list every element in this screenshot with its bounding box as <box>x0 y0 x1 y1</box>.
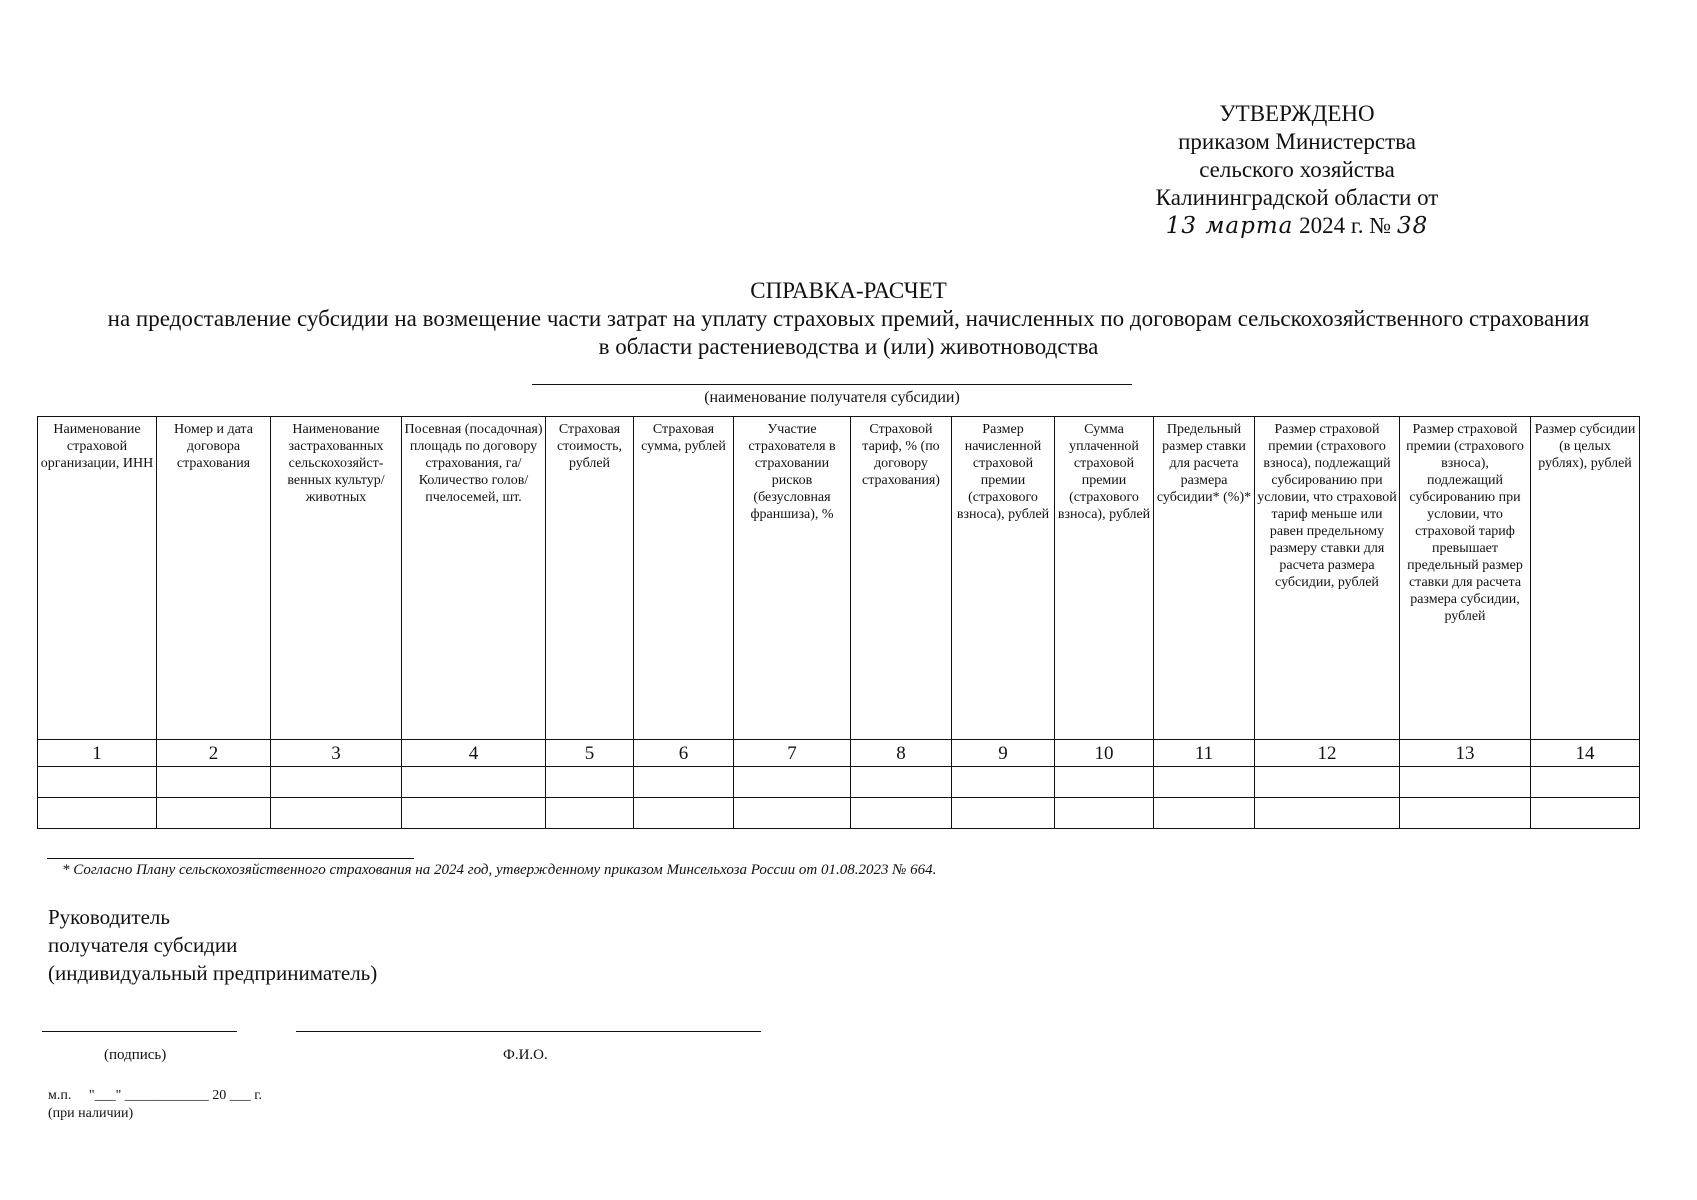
empty-cell <box>1154 798 1255 829</box>
empty-cell <box>734 767 851 798</box>
stamp-date-line: м.п. "___" ____________ 20 ___ г. <box>48 1088 262 1103</box>
column-number: 14 <box>1531 740 1640 767</box>
document-title <box>0 277 1697 361</box>
signatory-line-3: (индивидуальный предприниматель) <box>48 961 378 985</box>
empty-cell <box>546 798 634 829</box>
signatory-line-1: Руководитель <box>48 905 170 929</box>
column-number: 10 <box>1055 740 1154 767</box>
header-paid-premium: Сумма уплаченной страховой премии (страхового взноса), рублей <box>1055 417 1154 740</box>
empty-cell <box>952 798 1055 829</box>
recipient-caption: (наименование получателя субсидии) <box>704 389 960 406</box>
approval-year: 2024 г. № <box>1299 213 1392 238</box>
empty-cell <box>1055 798 1154 829</box>
header-contract: Номер и дата договора страхования <box>157 417 271 740</box>
empty-cell <box>851 767 952 798</box>
approval-date-line <box>1087 212 1507 240</box>
empty-cell <box>634 767 734 798</box>
column-number: 8 <box>851 740 952 767</box>
approval-line-1: приказом Министерства <box>1178 129 1416 154</box>
empty-cell <box>1055 767 1154 798</box>
empty-cell <box>38 767 157 798</box>
table-header-row <box>38 417 1640 740</box>
approval-line-2: сельского хозяйства <box>1199 157 1395 182</box>
empty-cell <box>1400 798 1531 829</box>
header-insurer: Наименование страховой организации, ИНН <box>38 417 157 740</box>
empty-cell <box>546 767 634 798</box>
column-number: 4 <box>402 740 546 767</box>
header-rate-limit: Предельный размер ставки для расчета размера субсидии* (%)* <box>1154 417 1255 740</box>
signature-line <box>42 1031 237 1032</box>
column-number: 7 <box>734 740 851 767</box>
table-row <box>38 798 1640 829</box>
column-number: 5 <box>546 740 634 767</box>
empty-cell <box>1531 798 1640 829</box>
table-row <box>38 767 1640 798</box>
handwritten-date: 13 марта <box>1165 213 1294 239</box>
empty-cell <box>271 767 402 798</box>
header-deductible: Участие страхователя в страховании рисков (безусловная франшиза), % <box>734 417 851 740</box>
signature-caption: (подпись) <box>104 1047 167 1063</box>
title-heading: СПРАВКА-РАСЧЕТ <box>750 278 947 303</box>
footnote-divider <box>47 858 414 859</box>
header-accrued-premium: Размер начисленной страховой премии (страхового взноса), рублей <box>952 417 1055 740</box>
column-number-row <box>38 740 1640 767</box>
name-caption: Ф.И.О. <box>503 1047 548 1063</box>
empty-cell <box>1531 767 1640 798</box>
empty-cell <box>38 798 157 829</box>
empty-cell <box>402 767 546 798</box>
column-number: 3 <box>271 740 402 767</box>
empty-cell <box>1255 798 1400 829</box>
column-number: 11 <box>1154 740 1255 767</box>
stamp-note: (при наличии) <box>48 1106 134 1121</box>
empty-cell <box>402 798 546 829</box>
approval-heading: УТВЕРЖДЕНО <box>1219 101 1375 126</box>
column-number: 9 <box>952 740 1055 767</box>
column-number: 2 <box>157 740 271 767</box>
title-line-2: в области растениеводства и (или) животноводства <box>598 334 1099 359</box>
handwritten-number: 38 <box>1396 213 1429 239</box>
empty-cell <box>157 767 271 798</box>
empty-cell <box>734 798 851 829</box>
recipient-name-line <box>532 384 1132 385</box>
empty-cell <box>1255 767 1400 798</box>
header-premium-below-limit: Размер страховой премии (страхового взноса), подлежащий субсированию при условии, что страховой тариф меньше или равен предельному размеру ставки для расчета размера субсидии, рублей <box>1255 417 1400 740</box>
signatory-block <box>48 903 377 987</box>
header-subsidy: Размер субсидии (в целых рублях), рублей <box>1531 417 1640 740</box>
header-crops: Наименование застрахованных сельскохозяйст-венных культур/ животных <box>271 417 402 740</box>
header-insured-value: Страховая стоимость, рублей <box>546 417 634 740</box>
header-premium-above-limit: Размер страховой премии (страхового взноса), подлежащий субсированию при условии, что страховой тариф превышает предельный размер ставки для расчета размера субсидии, рублей <box>1400 417 1531 740</box>
approval-line-3: Калининградской области от <box>1155 185 1439 210</box>
empty-cell <box>634 798 734 829</box>
empty-cell <box>157 798 271 829</box>
stamp-block <box>48 1087 262 1123</box>
approval-block <box>1087 100 1507 240</box>
column-number: 6 <box>634 740 734 767</box>
column-number: 12 <box>1255 740 1400 767</box>
empty-cell <box>952 767 1055 798</box>
header-area: Посевная (посадочная) площадь по договору страхования, га/ Количество голов/ пчелосемей, шт. <box>402 417 546 740</box>
footnote: * Согласно Плану сельскохозяйственного страхования на 2024 год, утвержденному приказом Минсельхоза России от 01.08.2023 № 664. <box>62 862 937 878</box>
header-tariff: Страховой тариф, % (по договору страхования) <box>851 417 952 740</box>
signatory-line-2: получателя субсидии <box>48 933 238 957</box>
empty-cell <box>851 798 952 829</box>
column-number: 1 <box>38 740 157 767</box>
name-line <box>296 1031 761 1032</box>
empty-cell <box>1400 767 1531 798</box>
column-number: 13 <box>1400 740 1531 767</box>
title-line-1: на предоставление субсидии на возмещение части затрат на уплату страховых премий, начисленных по договорам сельскохозяйственного страхования <box>107 306 1590 331</box>
calculation-table <box>37 416 1640 829</box>
empty-cell <box>271 798 402 829</box>
header-insured-sum: Страховая сумма, рублей <box>634 417 734 740</box>
empty-cell <box>1154 767 1255 798</box>
